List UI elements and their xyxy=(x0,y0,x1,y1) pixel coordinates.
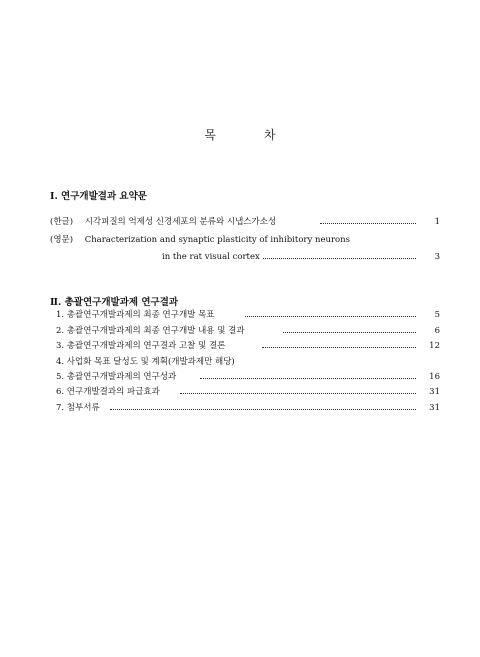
dot-leader xyxy=(320,223,430,224)
entry-prefix: (영문) xyxy=(50,235,74,245)
section-heading-2: Ⅱ. 총괄연구개발과제 연구결과 xyxy=(50,297,179,308)
entry-page: 31 xyxy=(416,401,440,415)
entry-text: 4. 사업화 목표 달성도 및 계획(개발과제만 해당) xyxy=(56,355,238,369)
entry-text: in the rat visual cortex xyxy=(162,252,260,262)
entry-text: 7. 첨부서류 xyxy=(56,401,103,415)
entry-page: 31 xyxy=(416,385,440,399)
entry-prefix: (한글) xyxy=(50,217,74,227)
entry-page: 12 xyxy=(416,339,440,353)
entry-page: 16 xyxy=(416,370,440,384)
entry-text: 1. 총괄연구개발과제의 최종 연구개발 목표 xyxy=(56,308,218,322)
entry-page: 3 xyxy=(416,250,440,264)
toc-entry-english-abstract[interactable] xyxy=(0,233,480,247)
toc-entry[interactable] xyxy=(0,355,480,369)
dot-leader xyxy=(283,332,430,333)
entry-text: 6. 연구개발결과의 파급효과 xyxy=(56,385,163,399)
toc-entry[interactable] xyxy=(0,324,480,338)
entry-page: 6 xyxy=(416,324,440,338)
toc-entry-english-abstract-cont[interactable] xyxy=(0,250,480,264)
entry-text: 3. 총괄연구개발과제의 연구결과 고찰 및 결론 xyxy=(56,339,228,353)
entry-text: 5. 총괄연구개발과제의 연구성과 xyxy=(56,370,179,384)
page-title xyxy=(0,126,480,143)
dot-leader xyxy=(245,316,430,317)
toc-entry[interactable] xyxy=(0,370,480,384)
entry-text: 2. 총괄연구개발과제의 최종 연구개발 내용 및 결과 xyxy=(56,324,248,338)
entry-page: 5 xyxy=(416,308,440,322)
dot-leader xyxy=(180,393,430,394)
page-title-left: 목 xyxy=(204,128,216,142)
entry-page: 1 xyxy=(416,215,440,229)
page-title-right: 차 xyxy=(264,128,276,142)
toc-entry[interactable] xyxy=(0,385,480,399)
dot-leader xyxy=(200,378,430,379)
toc-entry[interactable] xyxy=(0,401,480,415)
toc-entry-korean-abstract[interactable] xyxy=(0,215,480,229)
section-heading-1: Ⅰ. 연구개발결과 요약문 xyxy=(50,191,147,202)
dot-leader xyxy=(260,258,430,259)
toc-entry[interactable] xyxy=(0,339,480,353)
toc-entry[interactable] xyxy=(0,308,480,322)
dot-leader xyxy=(262,347,430,348)
entry-text: 시각피질의 억제성 신경세포의 분류와 시냅스가소성 xyxy=(84,217,277,227)
entry-text: Characterization and synaptic plasticity of inhibitory neurons xyxy=(84,235,351,245)
dot-leader xyxy=(110,409,430,410)
